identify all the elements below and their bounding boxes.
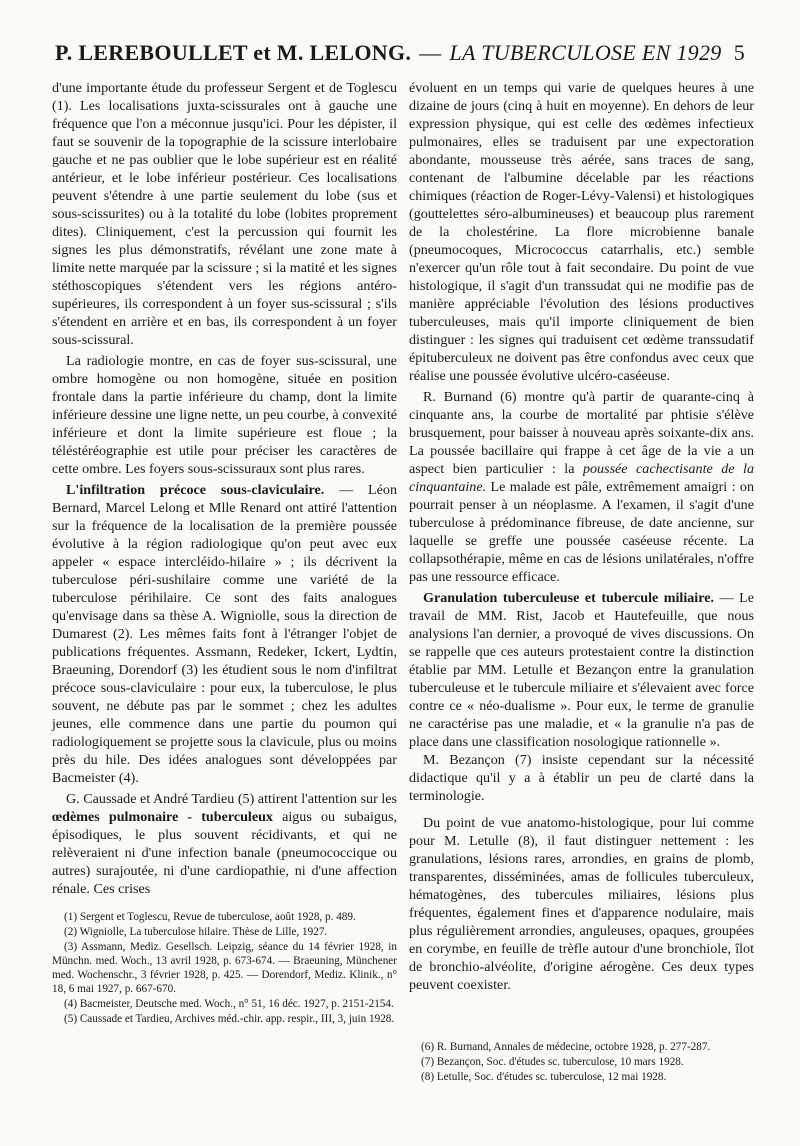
right-paragraph-1: évoluent en un temps qui varie de quelques heures à une dizaine de jours (cinq à huit en moyenne). En dehors de leur expression physique, qui est celle des œdèmes infectieux pulmonaires, elles se traduisent par une expectoration abondante, mousseuse très aérée, sans traces de sang, contenant de l'albumine décelable par les réactions chimiques (réaction de Roger-Lévy-Valensi) et histologiques (gouttelettes séro-albumineuses) et beaucoup plus rarement de la cholestérine. La flore microbienne banale (pneumocoques, Micrococcus catarrhalis, etc.) semble n'exercer qu'un rôle tout à fait secondaire. Du point de vue histologique, il s'agit d'un transsudat qui ne modifie pas de manière appréciable l'évolution des lésions productives tuberculeuses, mais qu'il importe cliniquement de bien distinguer : les signes qui traduisent cet œdème transsudatif épituberculeux ne doivent pas être confondus avec ceux que réalise une poussée évolutive ulcéro-caséeuse. bbox=[409, 80, 754, 384]
footnote-1: (1) Sergent et Toglescu, Revue de tuberculose, août 1928, p. 489. bbox=[64, 911, 356, 923]
left-footnotes bbox=[52, 910, 397, 1026]
footnote-2: (2) Wigniolle, La tuberculose hilaire. Thèse de Lille, 1927. bbox=[64, 926, 328, 938]
footnote-4: (4) Bacmeister, Deutsche med. Woch., n° 51, 16 déc. 1927, p. 2151-2154. bbox=[64, 998, 394, 1010]
header-dash: — bbox=[419, 40, 442, 65]
left-paragraph-4-a: G. Caussade et André Tardieu (5) attirent l'attention sur les bbox=[66, 791, 397, 807]
footnote-6: (6) R. Burnand, Annales de médecine, octobre 1928, p. 277-287. bbox=[421, 1041, 711, 1053]
running-header bbox=[55, 40, 745, 80]
left-paragraph-3 bbox=[52, 481, 397, 787]
header-titles bbox=[55, 40, 722, 66]
footnote-5: (5) Caussade et Tardieu, Archives méd.-chir. app. respir., III, 3, juin 1928. bbox=[64, 1013, 395, 1025]
footnote-7: (7) Bezançon, Soc. d'études sc. tuberculose, 10 mars 1928. bbox=[421, 1056, 684, 1068]
right-footnotes bbox=[409, 1040, 754, 1084]
section-heading-infiltration: L'infiltration précoce sous-claviculaire. bbox=[66, 482, 325, 498]
right-column bbox=[409, 79, 754, 1085]
right-paragraph-3-body: — Le travail de MM. Rist, Jacob et Hautefeuille, que nous analysions l'an dernier, a provoqué de vives discussions. On se rappelle que ces auteurs protestaient contre la distinction établie par MM. Letulle et Bezançon entre la granulation tuberculeuse et le tubercule miliaire et s'élevaient avec force contre ce « néo-dualisme ». Pour eux, le terme de granulie ne caractérise pas une maladie, et « la granulie n'a pas de place dans une classification nosologique rationnelle ». bbox=[409, 590, 754, 750]
left-column bbox=[52, 79, 397, 1027]
right-paragraph-2-b: Le malade est pâle, extrêmement amaigri : on pourrait penser à un néoplasme. A l'examen, il s'agit d'une tuberculose à prédominance fibreuse, de date ancienne, sur laquelle se greffe une poussée caséeuse récente. La collapsothérapie, même en cas de lésions unilatérales, n'offre pas une ressource efficace. bbox=[409, 479, 754, 585]
right-paragraph-2-a: R. Burnand (6) montre qu'à partir de quarante-cinq à cinquante ans, la courbe de mortalité par phtisie s'élève brusquement, pour baisser à nouveau après soixante-dix ans. La poussée bacillaire qui frappe à cet âge de la vie a un aspect bien particulier : la bbox=[409, 389, 754, 477]
italic-term-poussee: poussée cachectisante de la cinquantaine. bbox=[409, 461, 754, 495]
header-running-title: LA TUBERCULOSE EN 1929 bbox=[449, 40, 722, 65]
left-paragraph-1: d'une importante étude du professeur Sergent et de Toglescu (1). Les localisations juxta-scissurales ont à gauche une fréquence que l'on a méconnue jusqu'ici. Pour les dépister, il faut se souvenir de la topographie de la scissure interlobaire gauche et ne pas oublier que le lobe supérieur est en réalité antérieur, et le lobe inférieur postérieur. Ces localisations peuvent s'étendre à une partie seulement du lobe (sus et sous-scissurites) ou à la totalité du lobe (lobites proprement dites). Cliniquement, c'est la percussion qui fournit les signes les plus démonstratifs, révélant une zone mate à limite nette marquée par la scissure ; si la matité et les signes stéthoscopiques s'étendent vers les régions antéro-supérieures, ils correspondent à un foyer sus-scissural ; s'ils s'étendent en arrière et en bas, ils correspondent à un foyer sous-scissural. bbox=[52, 80, 397, 348]
page-number: 5 bbox=[733, 40, 745, 65]
footnote-8: (8) Letulle, Soc. d'études sc. tuberculose, 12 mai 1928. bbox=[421, 1071, 667, 1083]
right-paragraph-2 bbox=[409, 388, 754, 586]
left-paragraph-3-body: — Léon Bernard, Marcel Lelong et Mlle Renard ont attiré l'attention sur la fréquence de la localisation de la première poussée évolutive à la région radiologique qu'on peut avec eux appeler « espace intercléido-hilaire » ; ils décrivent la tuberculose péri-sushilaire comme une variété de la tuberculose périhilaire. Ce sont des faits analogues qu'envisage dans sa thèse A. Wigniolle, sous la direction de Dumarest (2). Les mêmes faits font à l'étranger l'objet de publications fréquentes. Assmann, Redeker, Ickert, Lydtin, Braeuning, Dorendorf (3) les étudient sous le nom d'infiltrat précoce sous-claviculaire : pour eux, la tuberculose, le plus souvent, ne débute pas par le sommet ; chez les adultes jeunes, elle commence dans une partie du poumon qui radiologiquement se projette sous la clavicule, plus ou moins près du hile. Des idées analogues sont développées par Bacmeister (4). bbox=[52, 482, 397, 786]
right-paragraph-5: Du point de vue anatomo-histologique, pour lui comme pour M. Letulle (8), il faut distinguer nettement : les granulations, lésions rares, arrondies, en grains de plomb, transparentes, disséminées, amas de follicules tuberculeux, hématogènes, des tubercules miliaires, lésions plus fréquentes, également fines et d'apparence nodulaire, mais plus régulièrement arrondies, anguleuses, opaques, groupées en corymbe, en feuille de trèfle autour d'une bronchiole, îlot de bronchio-alvéolite, d'origine aérogène. Ces deux types peuvent coexister. bbox=[409, 815, 754, 993]
right-paragraph-3 bbox=[409, 589, 754, 751]
left-paragraph-4 bbox=[52, 790, 397, 898]
footnote-3: (3) Assmann, Mediz. Gesellsch. Leipzig, séance du 14 février 1928, in Münchn. med. Woch., 13 avril 1928, p. 673-674. — Braeuning, Münchener med. Wochenschr., 3 février 1928, p. 425. — Dorendorf, Mediz. Klinik., n° 18, 6 mai 1927, p. 667-670. bbox=[52, 941, 397, 995]
right-paragraph-4: M. Bezançon (7) insiste cependant sur la nécessité didactique qu'il y a à établir un peu de clarté dans la terminologie. bbox=[409, 752, 754, 804]
header-authors: P. LEREBOULLET et M. LELONG. bbox=[55, 40, 412, 65]
left-paragraph-2: La radiologie montre, en cas de foyer sus-scissural, une ombre homogène ou non homogène, située en position frontale dans la partie inférieure du champ, dont la limite inférieure dessine une ligne nette, un peu courbe, à convexité inférieure et dont la limite supérieure est floue ; la téléstéréographie est utile pour préciser les caractères de cette ombre. Les foyers sous-scissuraux sont plus rares. bbox=[52, 353, 397, 477]
left-paragraph-4-b: aigus ou subaigus, épisodiques, le plus souvent récidivants, et qui ne relèveraient ni d'une infection banale (pneumococcique ou autres) surajoutée, ni d'une cardiopathie, ni d'une affection rénale. Ces crises bbox=[52, 809, 397, 897]
bold-term-oedemes: œdèmes pulmonaire - tuberculeux bbox=[52, 809, 273, 825]
section-heading-granulation: Granulation tuberculeuse et tubercule miliaire. bbox=[423, 590, 714, 606]
